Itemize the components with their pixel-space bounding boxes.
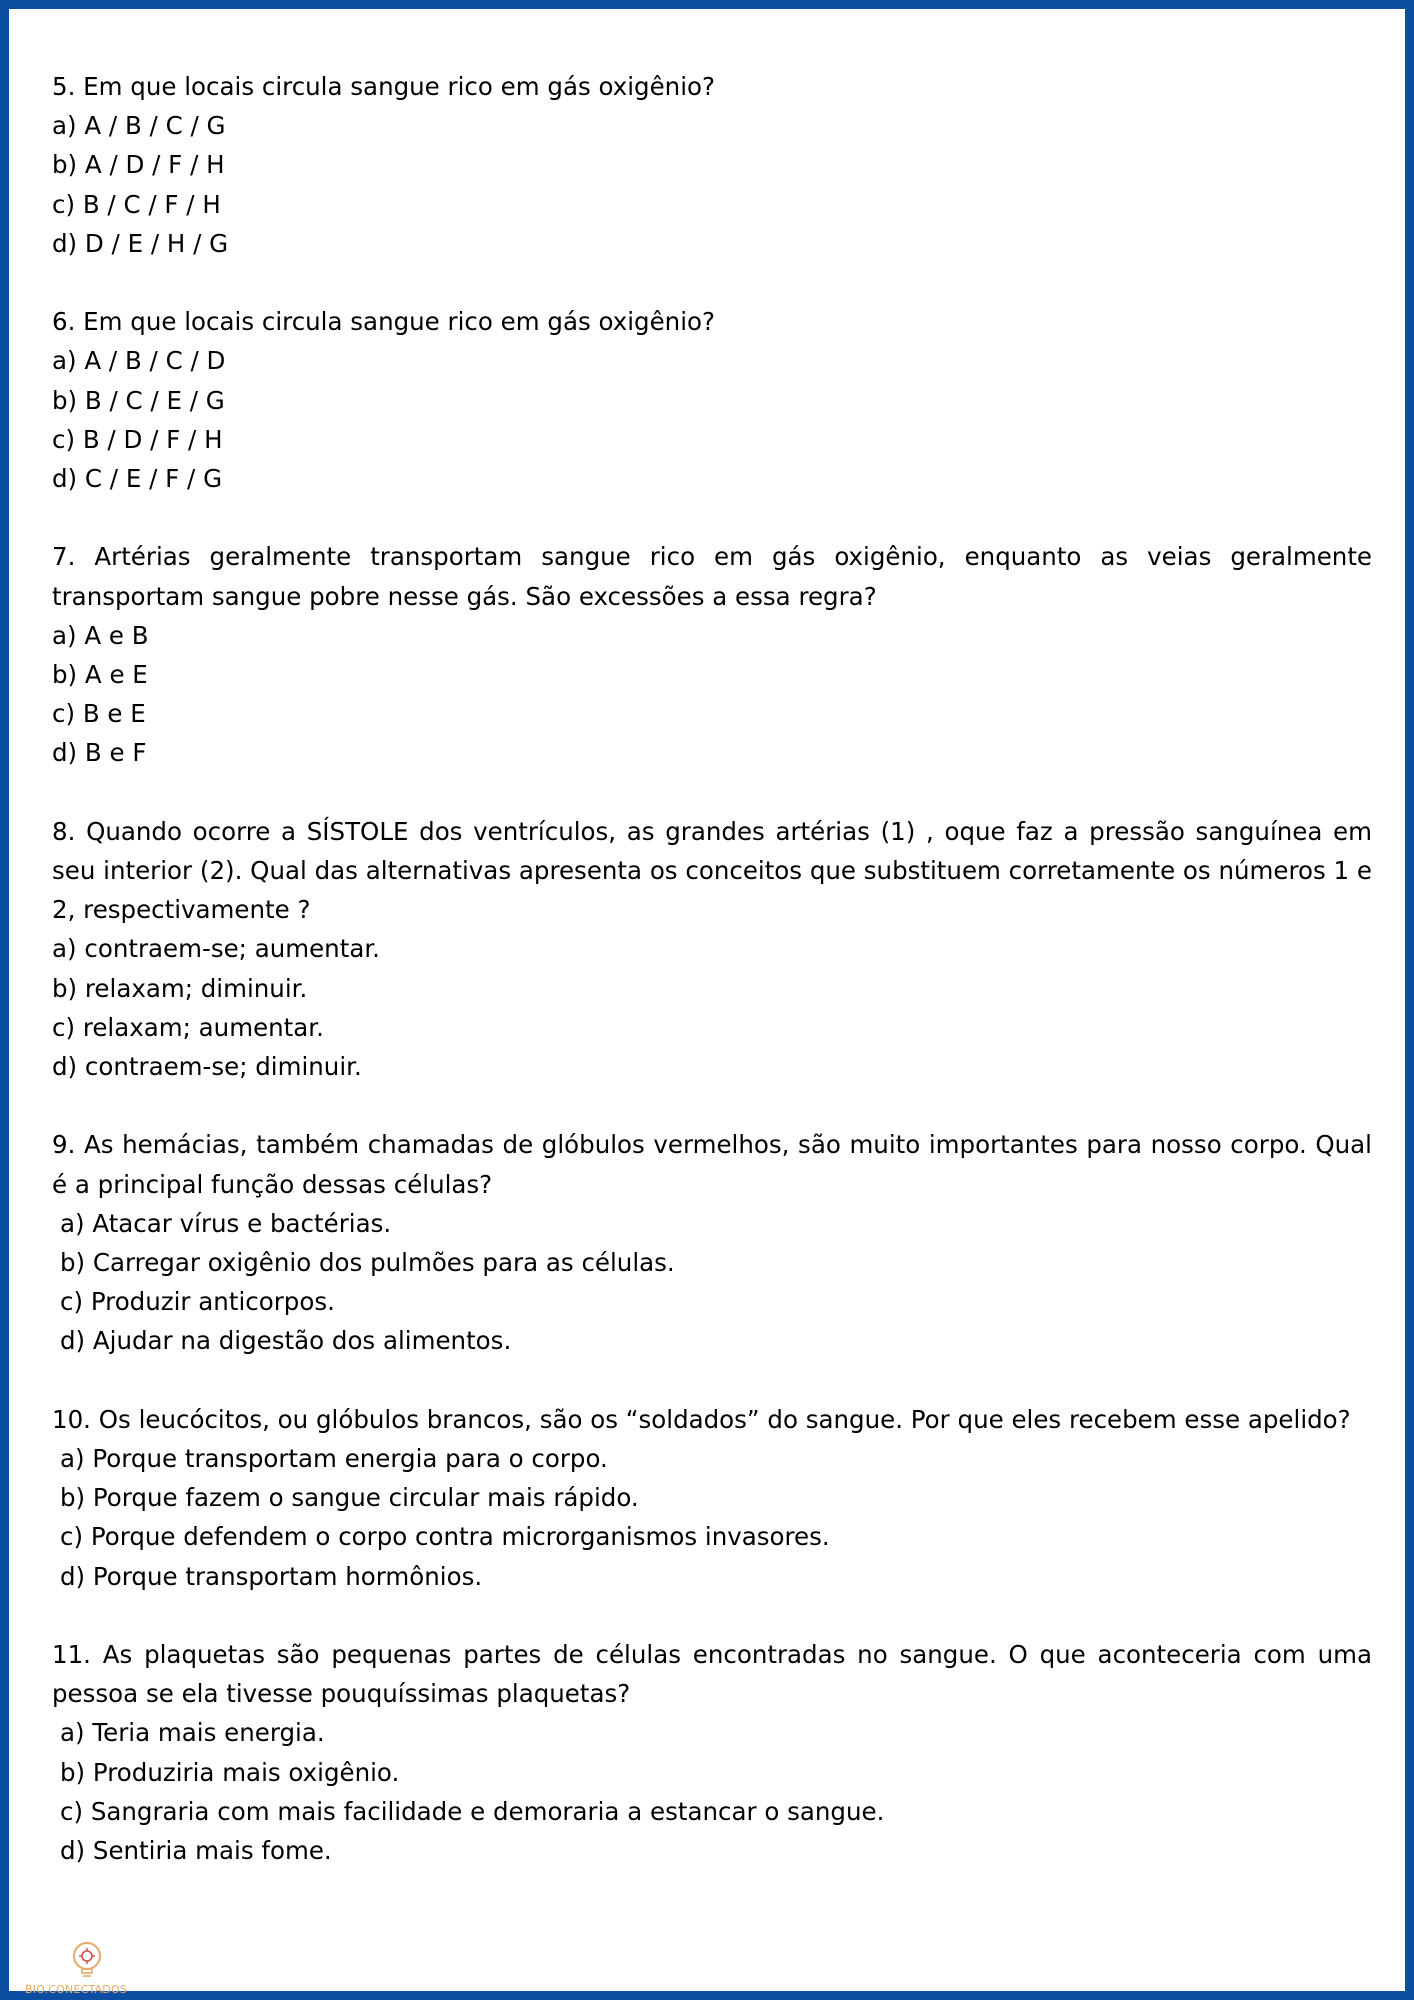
answer-option: d) Porque transportam hormônios. (60, 1561, 483, 1591)
answer-option: d) D / E / H / G (52, 228, 229, 258)
question-block (52, 302, 1372, 498)
answer-option: b) B / C / E / G (52, 385, 225, 415)
answer-option: a) Atacar vírus e bactérias. (60, 1208, 392, 1238)
answer-option: d) C / E / F / G (52, 464, 223, 494)
question-stem: 5. Em que locais circula sangue rico em gás oxigênio? (52, 72, 716, 101)
question-block (52, 1125, 1372, 1360)
answer-option: c) Sangraria com mais facilidade e demoraria a estancar o sangue. (60, 1796, 885, 1826)
answer-option: b) A e E (52, 660, 148, 690)
answer-option: a) contraem-se; aumentar. (52, 934, 380, 964)
question-block (52, 1400, 1372, 1596)
answer-option: d) Sentiria mais fome. (60, 1836, 332, 1866)
answer-option: b) relaxam; diminuir. (52, 973, 308, 1003)
question-stem: 8. Quando ocorre a SÍSTOLE dos ventrículos, as grandes artérias (1) , oque faz a pressão sanguínea em seu interior (2). Qual das alternativas apresenta os conceitos que substituem corretamente os números 1 e 2, respectivamente ? (52, 816, 1372, 925)
answer-option: a) A / B / C / D (52, 346, 226, 376)
question-stem: 9. As hemácias, também chamadas de glóbulos vermelhos, são muito importantes para nosso corpo. Qual é a principal função dessas células? (52, 1130, 1372, 1199)
lightbulb-icon (68, 1939, 106, 1981)
answer-option: c) Produzir anticorpos. (60, 1287, 335, 1317)
question-stem: 11. As plaquetas são pequenas partes de células encontradas no sangue. O que aconteceria com uma pessoa se ela tivesse pouquíssimas plaquetas? (52, 1640, 1372, 1709)
question-stem: 7. Artérias geralmente transportam sangue rico em gás oxigênio, enquanto as veias geralmente transportam sangue pobre nesse gás. São excessões a essa regra? (52, 542, 1372, 611)
answer-option: b) Carregar oxigênio dos pulmões para as células. (60, 1248, 675, 1278)
answer-option: b) Produziria mais oxigênio. (60, 1757, 400, 1787)
answer-option: c) B / C / F / H (52, 189, 221, 219)
question-list (52, 67, 1372, 1909)
answer-option: d) B e F (52, 738, 147, 768)
answer-options (52, 106, 1372, 263)
question-stem: 6. Em que locais circula sangue rico em gás oxigênio? (52, 307, 716, 337)
answer-options (52, 1439, 1372, 1596)
answer-option: a) A / B / C / G (52, 111, 226, 141)
answer-option: a) A e B (52, 620, 149, 650)
logo-text: BIO.CONECTADOS (25, 1983, 127, 1996)
answer-option: c) B / D / F / H (52, 424, 223, 454)
answer-option: b) Porque fazem o sangue circular mais rápido. (60, 1483, 639, 1513)
answer-options (52, 616, 1372, 773)
answer-option: d) Ajudar na digestão dos alimentos. (60, 1326, 512, 1356)
question-block (52, 537, 1372, 772)
question-block (52, 1635, 1372, 1870)
question-stem: 10. Os leucócitos, ou glóbulos brancos, são os “soldados” do sangue. Por que eles recebem esse apelido? (52, 1404, 1351, 1434)
answer-options (52, 1713, 1372, 1870)
answer-option: a) Porque transportam energia para o corpo. (60, 1444, 608, 1474)
answer-options (52, 929, 1372, 1086)
answer-options (52, 341, 1372, 498)
answer-option: d) contraem-se; diminuir. (52, 1052, 362, 1082)
answer-option: c) B e E (52, 699, 146, 729)
answer-option: b) A / D / F / H (52, 150, 225, 180)
answer-option: c) relaxam; aumentar. (52, 1012, 324, 1042)
question-block (52, 812, 1372, 1086)
brand-logo (25, 1939, 149, 1999)
answer-option: a) Teria mais energia. (60, 1718, 325, 1748)
answer-option: c) Porque defendem o corpo contra microrganismos invasores. (60, 1522, 830, 1552)
question-block (52, 67, 1372, 263)
answer-options (52, 1204, 1372, 1361)
